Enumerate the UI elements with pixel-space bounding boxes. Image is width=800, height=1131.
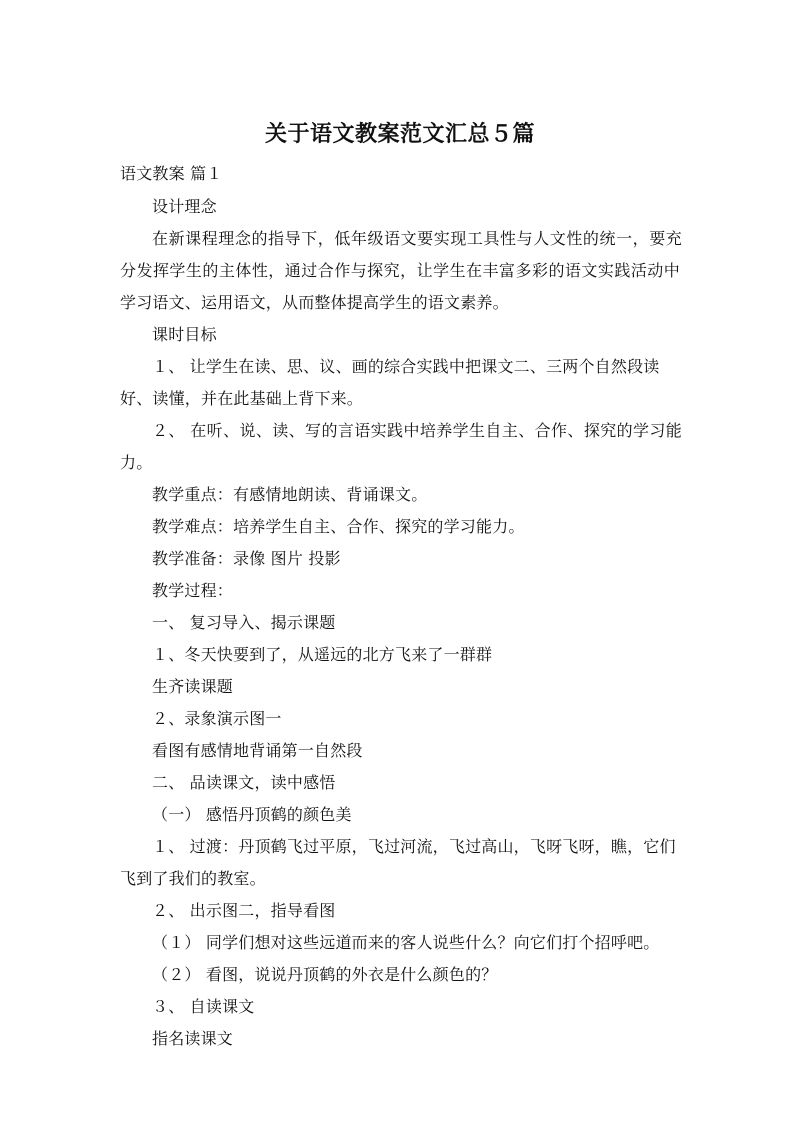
paragraph-line: 力。 bbox=[120, 453, 153, 472]
teaching-difficulty: 教学难点：培养学生自主、合作、探究的学习能力。 bbox=[152, 517, 525, 536]
paragraph-line: 学习语文、运用语文，从而整体提高学生的语文素养。 bbox=[120, 293, 509, 312]
paragraph-line: 生齐读课题 bbox=[152, 677, 234, 696]
sub-step-heading: （一） 感悟丹顶鹤的颜色美 bbox=[152, 805, 352, 824]
paragraph-line: （２） 看图，说说丹顶鹤的外衣是什么颜色的？ bbox=[152, 965, 498, 984]
teaching-preparation: 教学准备：录像 图片 投影 bbox=[152, 549, 341, 568]
paragraph-line: ２、 出示图二，指导看图 bbox=[152, 901, 336, 920]
paragraph-line: １、 过渡：丹顶鹤飞过平原，飞过河流，飞过高山，飞呀飞呀，瞧，它们 bbox=[152, 837, 676, 856]
paragraph-line: ２、录象演示图一 bbox=[152, 709, 282, 728]
paragraph-line: （１） 同学们想对这些远道而来的客人说些什么？向它们打个招呼吧。 bbox=[152, 933, 660, 952]
paragraph-line: 好、读懂，并在此基础上背下来。 bbox=[120, 389, 364, 408]
teaching-process: 教学过程： bbox=[152, 581, 234, 600]
paragraph-line: ２、 在听、说、读、写的言语实践中培养学生自主、合作、探究的学习能 bbox=[152, 421, 682, 440]
teaching-focus: 教学重点：有感情地朗读、背诵课文。 bbox=[152, 485, 428, 504]
step-heading: 一、 复习导入、揭示课题 bbox=[152, 613, 336, 632]
paragraph-line: 飞到了我们的教室。 bbox=[120, 869, 266, 888]
subheading-lesson-goals: 课时目标 bbox=[152, 325, 217, 344]
paragraph-line: 在新课程理念的指导下，低年级语文要实现工具性与人文性的统一，要充 bbox=[152, 229, 682, 248]
subheading-design-concept: 设计理念 bbox=[152, 197, 217, 216]
paragraph-line: １、 让学生在读、思、议、画的综合实践中把课文二、三两个自然段读 bbox=[152, 357, 660, 376]
paragraph-line: １、冬天快要到了，从遥远的北方飞来了一群群 bbox=[152, 645, 493, 664]
paragraph-line: ３、 自读课文 bbox=[152, 997, 255, 1016]
paragraph-line: 指名读课文 bbox=[152, 1029, 234, 1048]
step-heading: 二、 品读课文，读中感悟 bbox=[152, 773, 336, 792]
document-title: 关于语文教案范文汇总５篇 bbox=[264, 122, 535, 147]
paragraph-line: 分发挥学生的主体性，通过合作与探究，让学生在丰富多彩的语文实践活动中 bbox=[120, 261, 680, 280]
paragraph-line: 看图有感情地背诵第一自然段 bbox=[152, 741, 363, 760]
section-heading: 语文教案 篇１ bbox=[120, 164, 223, 183]
